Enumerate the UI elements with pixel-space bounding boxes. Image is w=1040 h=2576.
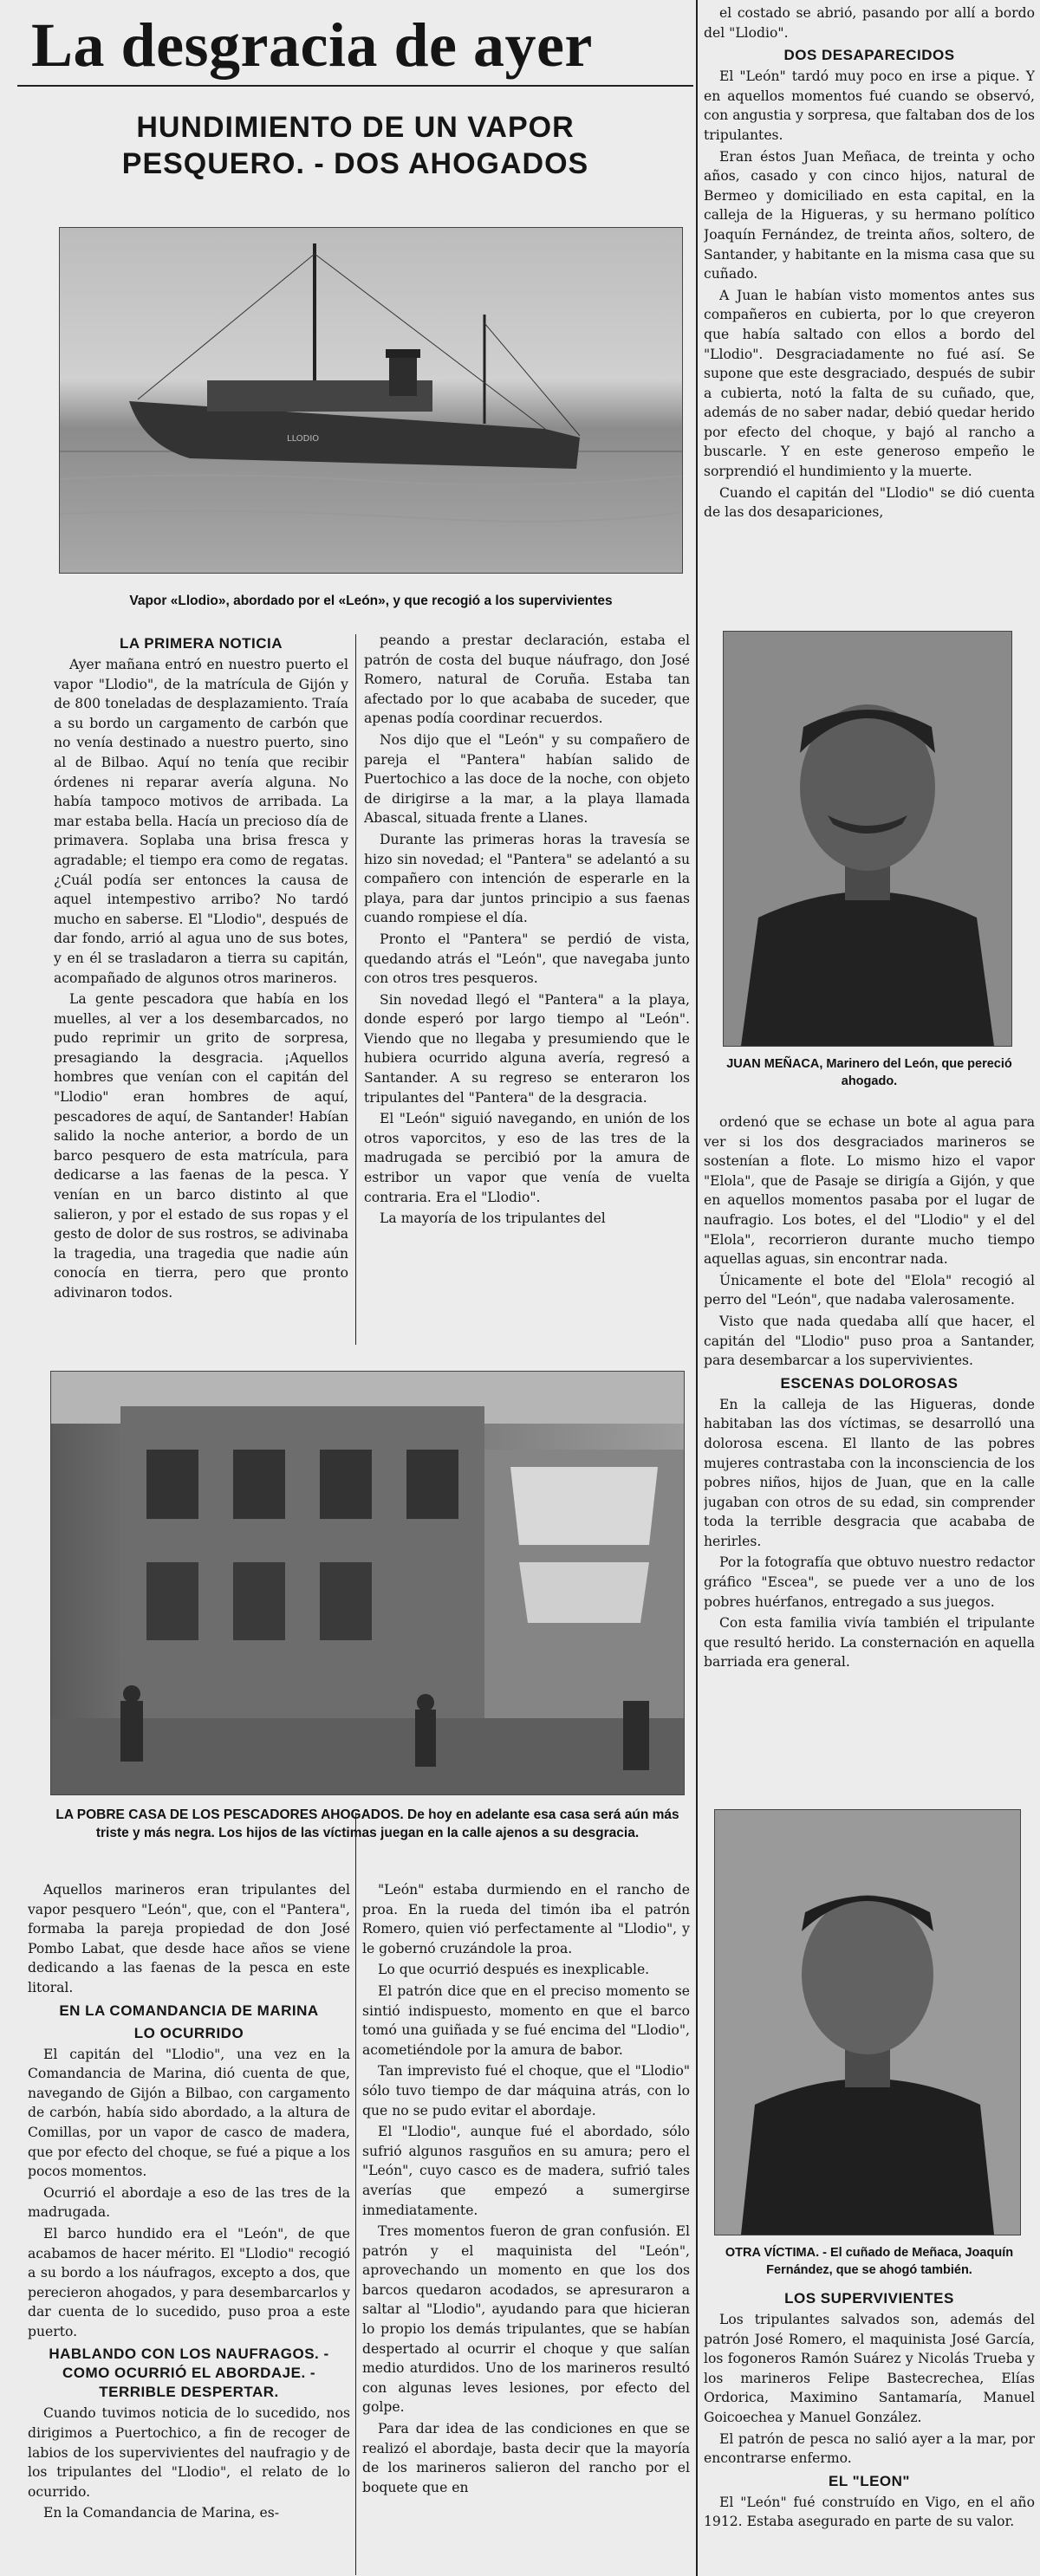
article-paragraph: La gente pescadora que había en los muelles, al ver a los desembarcados, no pudo reprimir un grito de sorpresa, presagiando la desgracia. ¡Aquellos hombres que venían con el capitán del "Llodio" eran hombres de aquí, pescadores de aquí, de Santander! Habían salido la noche anterior, a bordo de un barco pesquero de esta matrícula, para dedicarse a las faenas de la pesca. Y venían en un barco distinto al que salieron, y por el estado de sus ropas y el gesto de dolor de sus rostros, se adivinaba la tragedia, una tragedia que nadie aún conocía en tierra, pero que pronto adivinaron todos. [54,991,348,1301]
article-paragraph: Aquellos marineros eran tripulantes del vapor pesquero "León", que, con el "Pantera", formaba la pareja propiedad de don José Pombo Labat, que desde hace años se viene dedicando a las faenas de la pesca en este litoral. [28,1882,350,1995]
sailor-1-photo [723,631,1012,1047]
article-column-3-top [704,3,1035,598]
article-paragraph: Pronto el "Pantera" se perdió de vista, quedando atrás el "León", que navegaba junto con otros tres pesqueros. [364,931,690,987]
section-heading: EL "LEON" [829,2472,910,2489]
house-photo [50,1371,685,1795]
article-paragraph: El "León" fué construído en Vigo, en el año 1912. Estaba asegurado en parte de su valor. [704,2494,1035,2530]
article-paragraph: El patrón dice que en el preciso momento se sintió indispuesto, momento en que el barco tomó una guiñada y se fué encima del "Llodio", acometiéndole por la amura de babor. [362,1982,690,2058]
article-paragraph: Durante las primeras horas la travesía se hizo sin novedad; el "Pantera" se adelantó a su compañero con intención de esperarle en la playa, para dar juntos principio a sus faenas cuando rompiese el día. [364,831,690,926]
sailor-1-caption: JUAN MEÑACA, Marinero del León, que pereció ahogado. [726,1057,1012,1088]
article-paragraph: Con esta familia vivía también el tripulante que resultó herido. La consternación en aquella barriada era general. [704,1615,1035,1671]
article-paragraph: ordenó que se echase un bote al agua para ver si los dos desgraciados marineros se sostenían a flote. Lo mismo hizo el vapor "Elola", que de Pasaje se dirigía a Gijón, y que en aquellos momentos pasaba por el lugar de naufragio. Los botes, el del "Llodio" y el del "Elola", recorrieron durante mucho tiempo aquellas aguas, sin encontrar nada. [704,1114,1035,1268]
ship-illustration [60,228,682,573]
article-paragraph: Cuando el capitán del "Llodio" se dió cuenta de las dos desapariciones, [704,484,1035,521]
article-paragraph: "León" estaba durmiendo en el rancho de proa. En la rueda del timón iba el patrón Romero, quien vió perfectamente al "Llodio", y le gobernó cruzándole la proa. [362,1882,690,1956]
article-paragraph: El "León" tardó muy poco en irse a pique. Y en aquellos momentos fué cuando se observó, con angustia y sorpresa, que faltaban dos de los tripulantes. [704,68,1035,143]
section-heading: LA PRIMERA NOTICIA [119,635,283,652]
article-paragraph: Visto que nada quedaba allí que hacer, el capitán del "Llodio" puso proa a Santander, para desembarcar a los supervivientes. [704,1313,1035,1369]
article-paragraph: Por la fotografía que obtuvo nuestro redactor gráfico "Escea", se puede ver a uno de los pobres huérfanos, entregado a sus juegos. [704,1554,1035,1610]
article-column-1-top [54,631,348,1376]
sailor-2-photo [714,1809,1021,2235]
headline-rule [17,85,693,87]
article-paragraph: La mayoría de los tripulantes del [380,1210,606,1227]
article-paragraph: Ayer mañana entró en nuestro puerto el vapor "Llodio", de la matrícula de Gijón y de 800 toneladas de desplazamiento. Traía a su bordo un cargamento de carbón que no venía destinado a nuestro puerto, sino al de Bilbao. Aquí no tenía que recibir órdenes ni reparar avería alguna. No había tampoco motivos de arribada. La mar estaba bella. Hacía un precioso día de primavera. Soplaba una brisa fresca y agradable; el tiempo era como de regatas. ¿Cuál podía ser entonces la causa de aquel intempestivo arribo? No tardó mucho en saberse. El "Llodio", después de dar fondo, arrió al agua uno de sus botes, y en él se trasladaron a tierra su capitán, acompañado de algunos otros marineros. [54,657,348,986]
section-heading: EN LA COMANDANCIA DE MARINA [59,2002,319,2019]
article-paragraph: En la calleja de las Higueras, donde habitaban las dos víctimas, se desarrolló una dolorosa escena. El llanto de las pobres mujeres contrastaba con la inconsciencia de los pobres niños, hijos de Juan, que en la calle jugaban con otros de su edad, sin comprender toda la terrible desgracia que acababa de herirles. [704,1396,1035,1549]
article-paragraph: el costado se abrió, pasando por allí a bordo del "Llodio". [704,5,1035,41]
article-column-3-middle [704,1113,1035,1797]
article-paragraph: El barco hundido era el "León", de que acabamos de hacer mérito. El "Llodio" recogió a su bordo a los náufragos, excepto a dos, que perecieron ahogados, y para desembarcarlos y dar cuenta de lo sucedido, puso proa a este puerto. [28,2225,350,2339]
article-column-1-bottom [28,1880,350,2573]
article-paragraph: El capitán del "Llodio", una vez en la Comandancia de Marina, dió cuenta de que, navegando de Gijón a Bilbao, con cargamento de carbón, había sido abordado, a la altura de Comillas, por un vapor de casco de madera, que por efecto del choque, se fué a pique a los pocos momentos. [28,2046,350,2180]
house-illustration [51,1372,684,1794]
ship-hull-name: LLODIO [287,434,320,444]
ship-photo [59,227,683,574]
article-paragraph: Los tripulantes salvados son, además del patrón José Romero, el maquinista José García, los fogoneros Ramón Suárez y Nicolás Trueba y los marineros Felipe Bastecrechea, Elías Ordorica, Maximino Santamaría, Manuel Goicoechea y Manuel González. [704,2312,1035,2425]
ship-photo-caption: Vapor «Llodio», abordado por el «León», y que recogió a los supervivientes [129,594,613,608]
article-paragraph: El patrón de pesca no salió ayer a la mar, por encontrarse enfermo. [704,2430,1035,2467]
article-paragraph: peando a prestar declaración, estaba el patrón de costa del buque náufrago, don José Romero, natural de Coruña. Estaba tan afectado por lo que acababa de suceder, que apenas podía coordinar recuerdos. [364,633,690,727]
article-paragraph: Cuando tuvimos noticia de lo sucedido, nos dirigimos a Puertochico, a fin de recoger de labios de los supervivientes del naufragio y de los tripulantes del "Llodio", el relato de lo ocurrido. [28,2405,350,2500]
article-paragraph: A Juan le habían visto momentos antes sus compañeros en cubierta, por lo que creyeron que había saltado con ellos a bordo del "Llodio". Desgraciadamente no fué así. Se supone que este desgraciado, después de subir a cubierta, notó la falta de su cuñado, que, además de no saber nadar, debió quedar herido por efecto del choque, y bajó al rancho a buscarle. Y en este generoso empeño le sorprendió el hundimiento y la muerte. [704,287,1035,480]
section-heading: DOS DESAPARECIDOS [783,47,955,64]
column-divider-top-middle [355,634,356,1345]
sailor-1-portrait [724,632,1011,1046]
article-paragraph: El "León" siguió navegando, en unión de los otros vaporcitos, y eso de las tres de la madrugada se percibió por la amura de estribor un vapor que venía de vuelta contraria. Era el "Llodio". [364,1111,690,1205]
article-paragraph: Lo que ocurrió después es inexplicable. [378,1962,650,1978]
article-paragraph: Nos dijo que el "León" y su compañero de pareja el "Pantera" habían salido de Puertochico a las doce de la noche, con objeto de dirigirse a la mar, a la playa llamada Abascal, situada frente a Llanes. [364,731,690,827]
article-paragraph: Únicamente el bote del "Elola" recogió al perro del "León", que nadaba valerosamente. [704,1272,1035,1308]
article-paragraph: Para dar idea de las condiciones en que se realizó el abordaje, basta decir que la mayoría de los marineros salieron del rancho por el boquete que en [362,2421,690,2495]
sailor-2-portrait [715,1810,1020,2235]
section-heading: HABLANDO CON LOS NAUFRAGOS. - COMO OCURRIÓ EL ABORDAJE. - TERRIBLE DESPERTAR. [49,2346,329,2401]
article-column-2-bottom [362,1880,690,2573]
section-heading: ESCENAS DOLOROSAS [780,1374,959,1392]
article-paragraph: Eran éstos Juan Meñaca, de treinta y ocho años, casado y con cinco hijos, natural de Bermeo y domiciliado en esta capital, en la calleja de la Higueras, y su hermano político Joaquín Fernández, de treinta años, soltero, de Santander, y habitante en la misma casa que su cuñado. [704,148,1035,282]
column-divider-bottom-middle [355,1813,356,2575]
column-divider-right [696,0,698,2576]
section-heading: LO OCURRIDO [133,2024,244,2041]
article-paragraph: Ocurrió el abordaje a eso de las tres de la madrugada. [28,2184,350,2221]
article-paragraph: El "Llodio", aunque fué el abordado, sólo sufrió algunos rasguños en su amura; pero el "León", cuyo casco es de madera, sufrió tales averías que empezó a sumergirse inmediatamente. [362,2124,690,2218]
article-column-2-top [364,631,690,1376]
article-paragraph: Sin novedad llegó el "Pantera" a la playa, donde esperó por largo tiempo al "León". Viendo que no llegaba y presumiendo que le hubiera ocurrido alguna avería, regresó a Santander. A su regreso se enteraron los tripulantes del "Pantera" de la desgracia. [364,991,690,1106]
article-column-3-bottom [704,2286,1035,2575]
article-paragraph: Tres momentos fueron de gran confusión. El patrón y el maquinista del "León", aprovechando un momento en que los dos barcos quedaron acodados, se apresuraron a saltar al "Llodio", ayudando para que hicieran lo propio los demás tripulantes, que se habían despertado al ocurrir el choque y que salían medio aturdidos. Uno de los marineros resultó con algunas leves lesiones, por efecto del golpe. [362,2223,690,2416]
sailor-2-caption: OTRA VÍCTIMA. - El cuñado de Meñaca, Joaquín Fernández, que se ahogó también. [725,2246,1014,2277]
headline: La desgracia de ayer [31,10,593,80]
article-paragraph: En la Comandancia de Marina, es- [43,2505,279,2521]
section-heading: LOS SUPERVIVIENTES [784,2290,954,2307]
house-photo-caption: LA POBRE CASA DE LOS PESCADORES AHOGADOS. De hoy en adelante esa casa será aún más triste y más negra. Los hijos de las víctimas juegan en la calle ajenos a su desgracia. [55,1807,679,1840]
subheadline-line-1: HUNDIMIENTO DE UN VAPOR [136,111,575,144]
article-paragraph: Tan imprevisto fué el choque, que el "Llodio" sólo tuvo tiempo de dar máquina atrás, con lo que no se pudo evitar el abordaje. [362,2063,690,2119]
subheadline-line-2: PESQUERO. - DOS AHOGADOS [121,147,589,180]
